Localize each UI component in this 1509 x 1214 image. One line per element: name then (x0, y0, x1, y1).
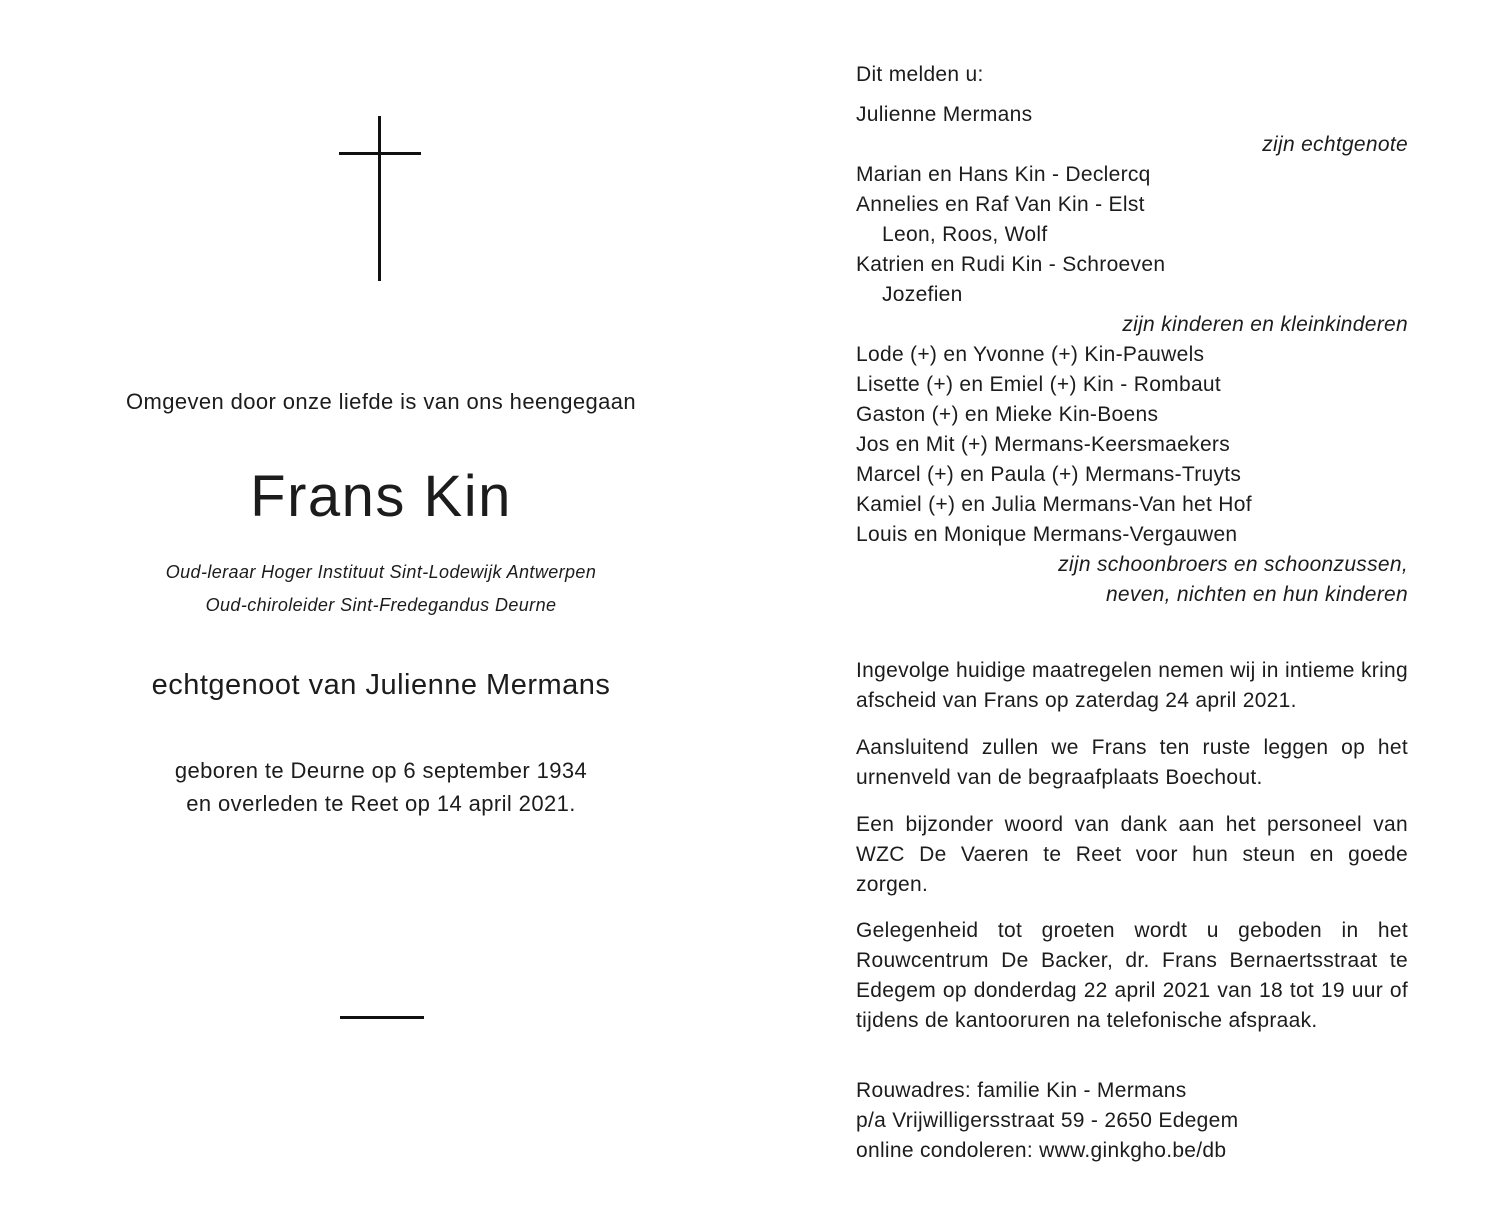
paragraph-visitation: Gelegenheid tot groeten wordt u geboden in het Rouwcentrum De Backer, dr. Frans Bernaertsstraat te Edegem op donderdag 22 april 2021 van 18 tot 19 uur of tijdens de kantooruren na telefonische afspraak. (856, 919, 1408, 1032)
birth-line: geboren te Deurne op 6 september 1934 (174, 758, 588, 783)
family-line-child: Marian en Hans Kin - Declercq (856, 163, 1151, 186)
deceased-title-2: Oud-chiroleider Sint-Fredegandus Deurne (205, 595, 557, 615)
paragraph-burial: Aansluitend zullen we Frans ten ruste leggen op het urnenveld van de begraafplaats Boechout. (856, 736, 1408, 789)
death-line: en overleden te Reet op 14 april 2021. (186, 791, 576, 816)
opening-line: Omgeven door onze liefde is van ons heengegaan (125, 389, 637, 414)
spouse-line: echtgenoot van Julienne Mermans (151, 669, 611, 701)
cross-icon (378, 116, 381, 281)
cross-icon-bar (339, 152, 421, 155)
role-line-children: zijn kinderen en kleinkinderen (1122, 313, 1408, 336)
paragraph-farewell: Ingevolge huidige maatregelen nemen wij in intieme kring afscheid van Frans op zaterdag 24 april 2021. (856, 659, 1408, 712)
announcement-intro: Dit melden u: (856, 63, 984, 86)
divider-line (340, 1016, 424, 1019)
deceased-title-1: Oud-leraar Hoger Instituut Sint-Lodewijk Antwerpen (165, 562, 597, 582)
mourning-address-block (856, 1076, 1408, 1166)
role-line-inlaws-2: neven, nichten en hun kinderen (1105, 583, 1408, 606)
deceased-name: Frans Kin (250, 464, 512, 529)
family-line-inlaw: Lisette (+) en Emiel (+) Kin - Rombaut (856, 373, 1222, 396)
family-line-inlaw: Gaston (+) en Mieke Kin-Boens (856, 403, 1159, 426)
family-line-inlaw: Marcel (+) en Paula (+) Mermans-Truyts (856, 463, 1242, 486)
role-line-spouse: zijn echtgenote (1262, 133, 1408, 156)
family-line-grandchild: Leon, Roos, Wolf (882, 223, 1048, 246)
family-line-inlaw: Jos en Mit (+) Mermans-Keersmaekers (856, 433, 1231, 456)
family-line-inlaw: Lode (+) en Yvonne (+) Kin-Pauwels (856, 343, 1205, 366)
online-condolence-line: online condoleren: www.ginkgho.be/db (856, 1139, 1227, 1162)
family-line-spouse: Julienne Mermans (856, 103, 1033, 126)
family-line-inlaw: Louis en Monique Mermans-Vergauwen (856, 523, 1238, 546)
paragraph-thanks: Een bijzonder woord van dank aan het personeel van WZC De Vaeren te Reet voor hun steun en goede zorgen. (856, 813, 1408, 896)
mourning-address-label: Rouwadres: familie Kin - Mermans (856, 1079, 1187, 1102)
role-line-inlaws-1: zijn schoonbroers en schoonzussen, (1058, 553, 1408, 576)
family-line-child: Annelies en Raf Van Kin - Elst (856, 193, 1145, 216)
right-page (856, 60, 1408, 1166)
family-line-child: Katrien en Rudi Kin - Schroeven (856, 253, 1166, 276)
family-line-inlaw: Kamiel (+) en Julia Mermans-Van het Hof (856, 493, 1252, 516)
mourning-address: p/a Vrijwilligersstraat 59 - 2650 Edegem (856, 1109, 1239, 1132)
family-line-grandchild: Jozefien (882, 283, 963, 306)
